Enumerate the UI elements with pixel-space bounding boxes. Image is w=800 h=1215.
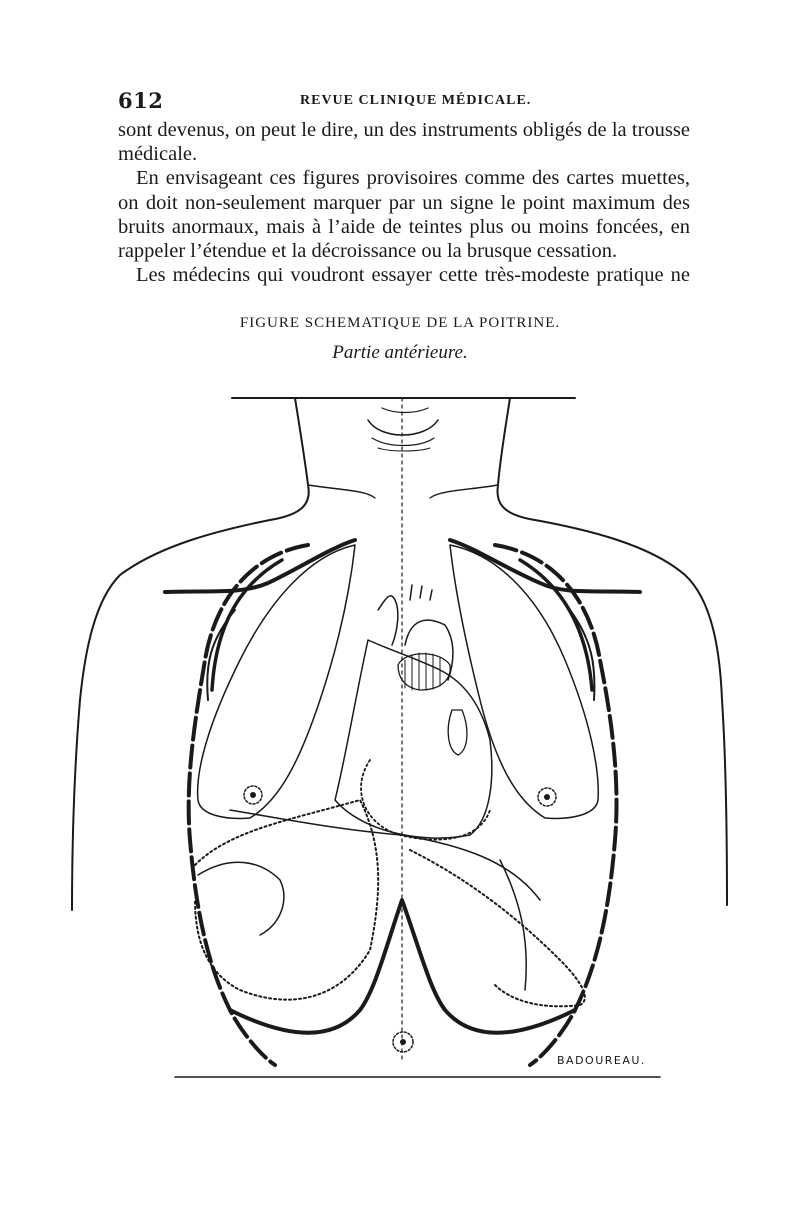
figure-subtitle: Partie antérieure. [332,342,468,363]
body-outline-right [497,398,727,905]
paragraph-2: En envisageant ces figures provisoires comme des cartes muettes, on doit non-seulement marquer par un signe le point maximum des bruits anormaux, mais à l’aide de teintes plus ou moins foncées, en rappeler l’étendue et la décroissance ou la brusque cessation. [118,167,690,263]
clavicle-left [165,540,355,592]
engraver-signature: BADOUREAU. [557,1054,646,1067]
aorta [378,596,398,645]
organ-right-solid [500,860,526,990]
lung-right [450,545,598,818]
neck-left [308,485,375,498]
heart-dotted [361,760,490,840]
organ-left-solid [198,862,284,935]
neck-right [430,485,498,498]
chin [368,420,438,435]
ribs-right [495,545,617,1065]
heart [335,640,492,838]
page-number: 612 [118,88,164,113]
paragraph-3: Les médecins qui voudront essayer cette très-modeste pratique ne [136,264,690,287]
paragraph-1: sont devenus, on peut le dire, un des instruments obligés de la trousse médicale. [118,119,690,166]
ribs-left [189,545,308,1065]
running-head: REVUE CLINIQUE MÉDICALE. [300,93,532,108]
lung-left [198,545,355,818]
organ-right-dotted [410,850,585,1006]
figure-title: FIGURE SCHEMATIQUE DE LA POITRINE. [239,315,561,331]
